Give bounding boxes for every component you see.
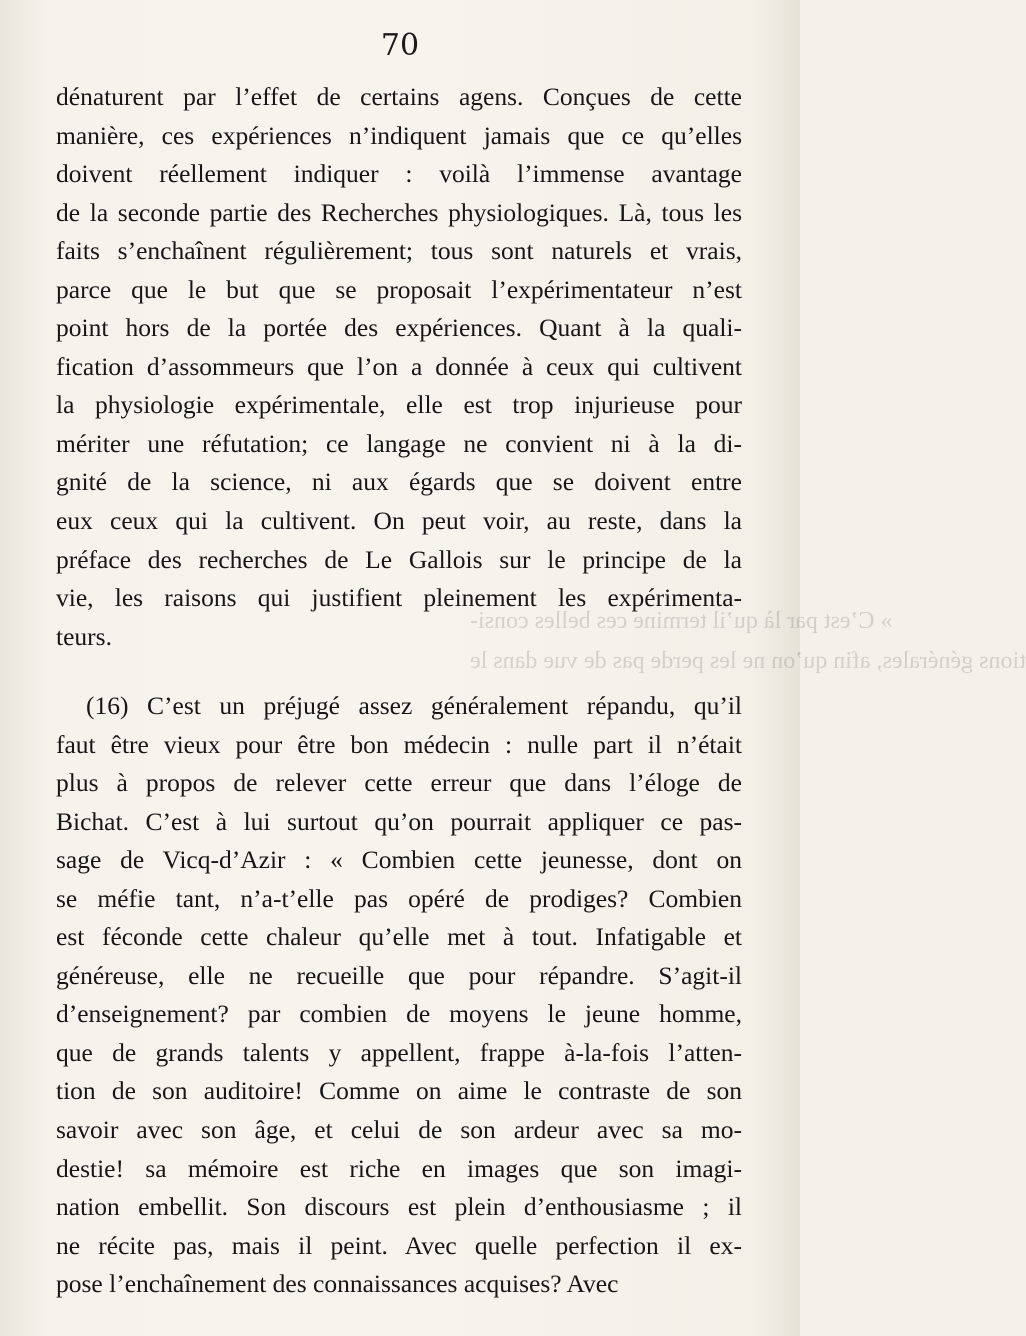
text-line: (16) C’est un préjugé assez généralement répandu, qu’il [86, 691, 742, 720]
show-through-text: » C’est par là qu’il termine ces belles consi- [470, 608, 893, 634]
text-line: mériter une réfutation; ce langage ne convient ni à la di- [56, 428, 742, 458]
paragraph-1 [56, 78, 742, 656]
text-line: la physiologie expérimentale, elle est trop injurieuse pour [56, 390, 742, 420]
text-line: de la seconde partie des Recherches physiologiques. Là, tous les [56, 197, 742, 227]
paragraph-2 [56, 687, 742, 1304]
text-line: se méfie tant, n’a-t’elle pas opéré de prodiges? Combien [56, 883, 742, 913]
text-line: faut être vieux pour être bon médecin : nulle part il n’était [56, 729, 742, 759]
text-line: faits s’enchaînent régulièrement; tous sont naturels et vrais, [56, 236, 742, 266]
text-line: vie, les raisons qui justifient pleinement les expérimenta- [56, 583, 742, 613]
text-line: généreuse, elle ne recueille que pour répandre. S’agit-il [56, 960, 742, 990]
text-line: parce que le but que se proposait l’expérimentateur n’est [56, 274, 742, 304]
text-line: sage de Vicq-d’Azir : « Combien cette jeunesse, dont on [56, 845, 742, 875]
show-through-text: tions générales, afin qu’on ne les perde pas de vue dans le [470, 648, 1026, 674]
text-line: Bichat. C’est à lui surtout qu’on pourrait appliquer ce pas- [56, 806, 742, 836]
text-line: point hors de la portée des expériences. Quant à la quali- [56, 313, 742, 343]
text-line: préface des recherches de Le Gallois sur le principe de la [56, 544, 742, 574]
text-line: eux ceux qui la cultivent. On peut voir, au reste, dans la [56, 506, 742, 536]
text-line: doivent réellement indiquer : voilà l’immense avantage [56, 159, 742, 189]
text-line: est féconde cette chaleur qu’elle met à tout. Infatigable et [56, 922, 742, 952]
text-line: dénaturent par l’effet de certains agens. Conçues de cette [56, 82, 742, 111]
page-number: 70 [380, 28, 420, 63]
text-line: d’enseignement? par combien de moyens le jeune homme, [56, 999, 742, 1029]
text-line: gnité de la science, ni aux égards que se doivent entre [56, 467, 742, 497]
text-line: nation embellit. Son discours est plein d’enthousiasme ; il [56, 1192, 742, 1222]
text-line: teurs. [56, 621, 112, 651]
text-line: plus à propos de relever cette erreur que dans l’éloge de [56, 768, 742, 798]
text-line: tion de son auditoire! Comme on aime le contraste de son [56, 1076, 742, 1106]
text-line: destie! sa mémoire est riche en images que son imagi- [56, 1153, 742, 1183]
text-line: savoir avec son âge, et celui de son ardeur avec sa mo- [56, 1115, 742, 1145]
text-line: pose l’enchaînement des connaissances acquises? Avec [56, 1269, 619, 1299]
text-line: que de grands talents y appellent, frappe à-la-fois l’atten- [56, 1037, 742, 1067]
text-line: manière, ces expériences n’indiquent jamais que ce qu’elles [56, 120, 742, 150]
text-line: ne récite pas, mais il peint. Avec quelle perfection il ex- [56, 1230, 742, 1260]
text-line: fication d’assommeurs que l’on a donnée à ceux qui cultivent [56, 351, 742, 381]
